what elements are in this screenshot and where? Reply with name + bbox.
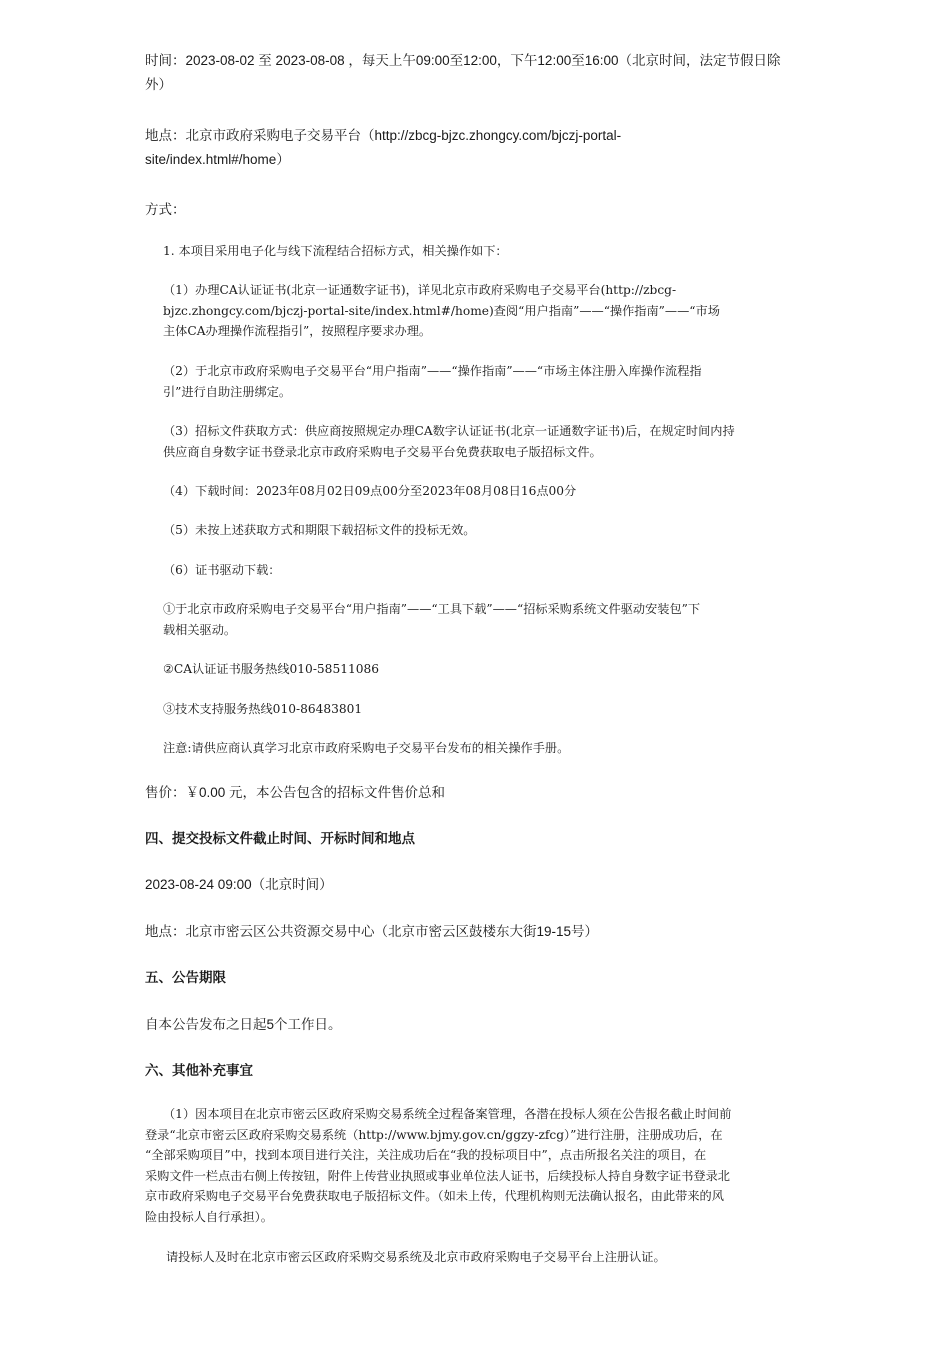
time-paragraph bbox=[145, 49, 810, 97]
period-text: 自本公告发布之日起5个工作日。 bbox=[145, 1017, 342, 1032]
step-6: （6）证书驱动下载： bbox=[163, 563, 281, 577]
supplementary-line: 京市政府采购电子交易平台免费获取电子版招标文件。（如未上传，代理机构则无法确认报名，由此带来的风 bbox=[145, 1189, 724, 1203]
supplementary-paragraph bbox=[145, 1104, 731, 1227]
supplementary-line: “全部采购项目”中，找到本项目进行关注，关注成功后在“我的投标项目中”，点击所报名关注的项目，在 bbox=[145, 1148, 707, 1162]
supplementary-line: （1）因本项目在北京市密云区政府采购交易系统全过程备案管理，各潜在投标人须在公告报名截止时间前 bbox=[163, 1107, 732, 1121]
step-4: （4）下载时间：2023年08月02日09点00分至2023年08月08日16点00分 bbox=[163, 484, 577, 498]
step-3 bbox=[163, 421, 735, 462]
time-line: 时间：2023-08-02 至 2023-08-08 ，每天上午09:00至12:00，下午12:00至16:00（北京时间，法定节假日除 bbox=[145, 53, 781, 68]
section-4-heading: 四、提交投标文件截止时间、开标时间和地点 bbox=[145, 831, 415, 846]
location-line: 地点：北京市政府采购电子交易平台（http://zbcg-bjzc.zhongcy.com/bjczj-portal- bbox=[145, 128, 622, 143]
supplementary-line: 登录“北京市密云区政府采购交易系统（http://www.bjmy.gov.cn/ggzy-zfcg）”进行注册，注册成功后，在 bbox=[145, 1127, 723, 1142]
step-5: （5）未按上述获取方式和期限下载招标文件的投标无效。 bbox=[163, 523, 476, 537]
section-6-heading: 六、其他补充事宜 bbox=[145, 1063, 253, 1078]
step-2-line: 引”进行自助注册绑定。 bbox=[163, 384, 292, 399]
driver-download bbox=[163, 599, 700, 640]
step-1 bbox=[163, 280, 720, 342]
method-intro: 1. 本项目采用电子化与线下流程结合招标方式，相关操作如下： bbox=[163, 244, 508, 258]
step-2-line: （2）于北京市政府采购电子交易平台“用户指南”——“操作指南”——“市场主体注册入库操作流程指 bbox=[163, 364, 702, 378]
driver-line: ①于北京市政府采购电子交易平台“用户指南”——“工具下载”——“招标采购系统文件驱动安装包”下 bbox=[163, 602, 701, 616]
tech-hotline: ③技术支持服务热线010-86483801 bbox=[163, 702, 363, 716]
time-line: 外） bbox=[145, 77, 172, 92]
step-3-line: （3）招标文件获取方式：供应商按照规定办理CA数字认证证书(北京一证通数字证书)后，在规定时间内持 bbox=[163, 424, 735, 438]
supplementary-line: 险由投标人自行承担）。 bbox=[145, 1209, 273, 1224]
driver-line: 载相关驱动。 bbox=[163, 622, 237, 637]
price-text: 售价：￥0.00 元，本公告包含的招标文件售价总和 bbox=[145, 785, 446, 800]
register-note: 请投标人及时在北京市密云区政府采购交易系统及北京市政府采购电子交易平台上注册认证。 bbox=[166, 1250, 666, 1264]
location-line: site/index.html#/home） bbox=[145, 152, 290, 167]
manual-note: 注意:请供应商认真学习北京市政府采购电子交易平台发布的相关操作手册。 bbox=[163, 741, 570, 755]
ca-hotline: ②CA认证证书服务热线010-58511086 bbox=[163, 662, 379, 676]
location-paragraph bbox=[145, 124, 810, 172]
step-3-line: 供应商自身数字证书登录北京市政府采购电子交易平台免费获取电子版招标文件。 bbox=[163, 444, 602, 459]
method-label: 方式： bbox=[145, 202, 186, 217]
section-5-heading: 五、公告期限 bbox=[145, 970, 226, 985]
supplementary-line: 采购文件一栏点击右侧上传按钮，附件上传营业执照或事业单位法人证书，后续投标人持自身数字证书登录北 bbox=[145, 1168, 730, 1183]
step-1-line: 主体CA办理操作流程指引”，按照程序要求办理。 bbox=[163, 324, 432, 338]
step-1-line: bjzc.zhongcy.com/bjczj-portal-site/index.html#/home)查阅“用户指南”——“操作指南”——“市场 bbox=[163, 303, 720, 318]
deadline-text: 2023-08-24 09:00（北京时间） bbox=[145, 877, 333, 892]
step-1-line: （1）办理CA认证证书(北京一证通数字证书)，详见北京市政府采购电子交易平台(http://zbcg- bbox=[163, 283, 677, 297]
step-2 bbox=[163, 361, 702, 402]
bid-location-text: 地点：北京市密云区公共资源交易中心（北京市密云区鼓楼东大街19-15号） bbox=[145, 924, 599, 939]
